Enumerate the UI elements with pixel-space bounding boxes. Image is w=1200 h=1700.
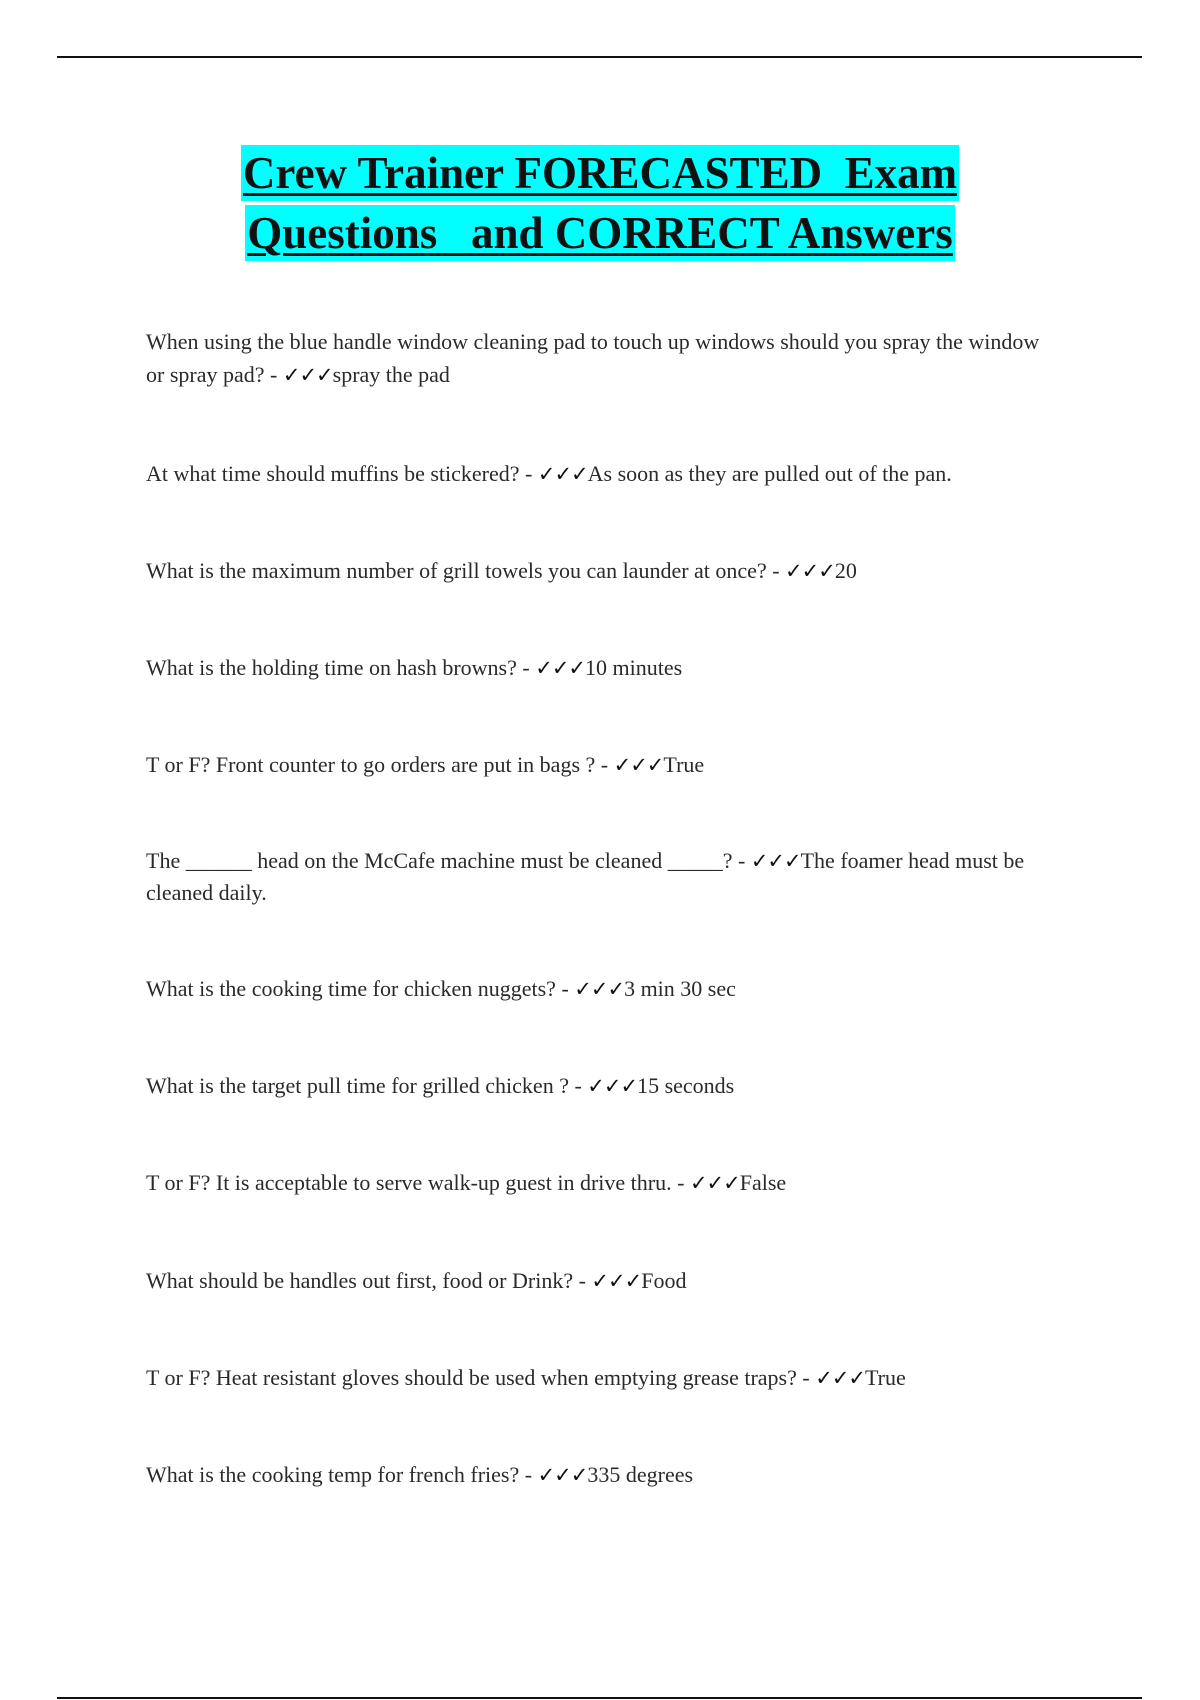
question-text: T or F? It is acceptable to serve walk-up guest in drive thru. (146, 1170, 672, 1195)
qa-item (146, 1069, 1046, 1103)
checkmark-icon: ✓✓✓ (689, 1171, 740, 1195)
question-text: T or F? Front counter to go orders are put in bags ? (146, 752, 596, 777)
qa-item (146, 1458, 1046, 1492)
qa-item (146, 1361, 1046, 1395)
qa-item (146, 651, 1046, 685)
answer-text: Food (641, 1268, 687, 1293)
title-line-2: Questions and CORRECT Answers (245, 205, 955, 261)
separator: - (573, 1268, 592, 1293)
qa-item (146, 1264, 1046, 1298)
qa-item (146, 845, 1046, 908)
answer-text: 20 (834, 558, 857, 583)
question-text: What should be handles out first, food or Drink? (146, 1268, 574, 1293)
separator: - (516, 655, 536, 680)
question-text: T or F? Heat resistant gloves should be used when emptying grease traps? (146, 1365, 797, 1390)
question-text: The ______ head on the McCafe machine must be cleaned _____? (146, 848, 733, 873)
qa-item (146, 457, 1046, 491)
question-text: At what time should muffins be stickered? (146, 461, 520, 486)
separator: - (568, 1073, 588, 1098)
checkmark-icon: ✓✓✓ (587, 1074, 638, 1098)
question-text: What is the target pull time for grilled chicken ? (146, 1073, 569, 1098)
question-text: What is the holding time on hash browns? (146, 655, 517, 680)
checkmark-icon: ✓✓✓ (815, 1366, 866, 1390)
checkmark-icon: ✓✓✓ (591, 1269, 642, 1293)
qa-item (146, 748, 1046, 782)
checkmark-icon: ✓✓✓ (537, 462, 588, 486)
answer-text: The foamer head must be cleaned daily. (146, 848, 1025, 905)
bottom-rule (57, 1697, 1142, 1699)
answer-text: True (663, 752, 705, 777)
title-line-1: Crew Trainer FORECASTED Exam (241, 145, 959, 201)
question-text: What is the cooking temp for french fries? (146, 1462, 520, 1487)
answer-text: 335 degrees (587, 1462, 694, 1487)
checkmark-icon: ✓✓✓ (785, 559, 835, 583)
top-rule (57, 56, 1142, 58)
answer-text: 3 min 30 sec (624, 976, 736, 1001)
separator: - (555, 976, 575, 1001)
answer-text: 15 seconds (637, 1073, 735, 1098)
qa-item (146, 1166, 1046, 1200)
separator: - (671, 1170, 690, 1195)
question-text: When using the blue handle window cleaning pad to touch up windows should you spray the window or spray pad? (146, 329, 1040, 387)
checkmark-icon: ✓✓✓ (535, 656, 586, 680)
checkmark-icon: ✓✓✓ (750, 849, 801, 873)
answer-text: As soon as they are pulled out of the pan. (587, 461, 952, 486)
document-title (0, 145, 1200, 265)
question-text: What is the cooking time for chicken nuggets? (146, 976, 556, 1001)
answer-text: False (739, 1170, 787, 1195)
answer-text: spray the pad (332, 362, 450, 387)
separator: - (732, 848, 751, 873)
separator: - (796, 1365, 816, 1390)
separator: - (519, 1462, 538, 1487)
answer-text: 10 minutes (585, 655, 683, 680)
separator: - (766, 558, 786, 583)
qa-item (146, 554, 1046, 588)
qa-item (146, 972, 1046, 1006)
checkmark-icon: ✓✓✓ (613, 753, 664, 777)
checkmark-icon: ✓✓✓ (282, 363, 333, 387)
question-text: What is the maximum number of grill towels you can launder at once? (146, 558, 767, 583)
answer-text: True (865, 1365, 906, 1390)
checkmark-icon: ✓✓✓ (537, 1463, 588, 1487)
separator: - (519, 461, 538, 486)
separator: - (264, 362, 283, 387)
separator: - (595, 752, 614, 777)
qa-item (146, 325, 1046, 392)
checkmark-icon: ✓✓✓ (574, 977, 625, 1001)
